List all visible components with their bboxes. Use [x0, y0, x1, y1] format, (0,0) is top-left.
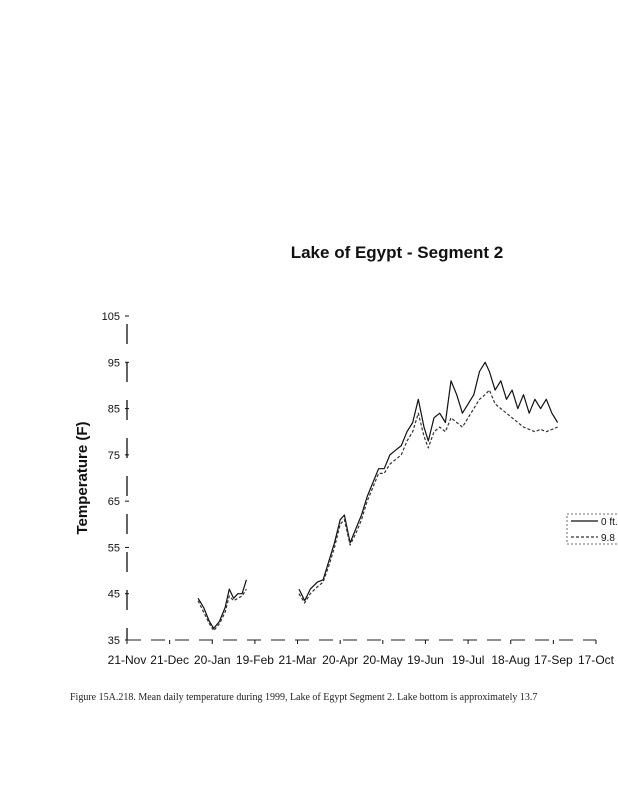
y-tick-label: 65: [107, 496, 120, 509]
x-tick-label: 20-May: [362, 653, 403, 667]
plot-area: [198, 362, 557, 630]
figure-caption: Figure 15A.218. Mean daily temperature during 1999, Lake of Egypt Segment 2. Lake bottom is approximately 13.7: [70, 692, 538, 703]
y-tick-label: 95: [107, 357, 120, 370]
y-tick-label: 85: [107, 403, 120, 416]
x-tick-label: 20-Apr: [322, 653, 359, 667]
x-tick-label: 17-Oct: [577, 653, 615, 667]
legend: [567, 514, 618, 544]
x-tick-label: 21-Nov: [107, 653, 147, 667]
y-tick-label: 105: [101, 311, 120, 323]
x-tick-label: 17-Sep: [534, 653, 573, 667]
legend-label: 9.8: [601, 533, 615, 544]
series-line-0: [198, 362, 557, 628]
y-tick-label: 45: [107, 588, 120, 601]
x-tick-label: 18-Aug: [491, 653, 531, 667]
y-axis-label: Temperature (F): [74, 421, 91, 535]
x-tick-label: 19-Feb: [235, 653, 274, 667]
y-axis: [102, 311, 129, 647]
y-tick-label: 35: [107, 635, 120, 647]
x-tick-label: 20-Jan: [193, 653, 231, 667]
x-tick-label: 21-Mar: [278, 653, 317, 667]
legend-label: 0 ft.: [601, 517, 618, 528]
x-tick-label: 21-Dec: [150, 653, 189, 667]
chart-title: Lake of Egypt - Segment 2: [290, 243, 504, 262]
x-tick-label: 19-Jul: [451, 653, 485, 667]
y-tick-label: 55: [107, 542, 120, 555]
series-line-1: [198, 390, 557, 631]
x-axis: [108, 640, 615, 667]
x-tick-label: 19-Jun: [407, 653, 444, 667]
y-tick-label: 75: [107, 449, 120, 462]
